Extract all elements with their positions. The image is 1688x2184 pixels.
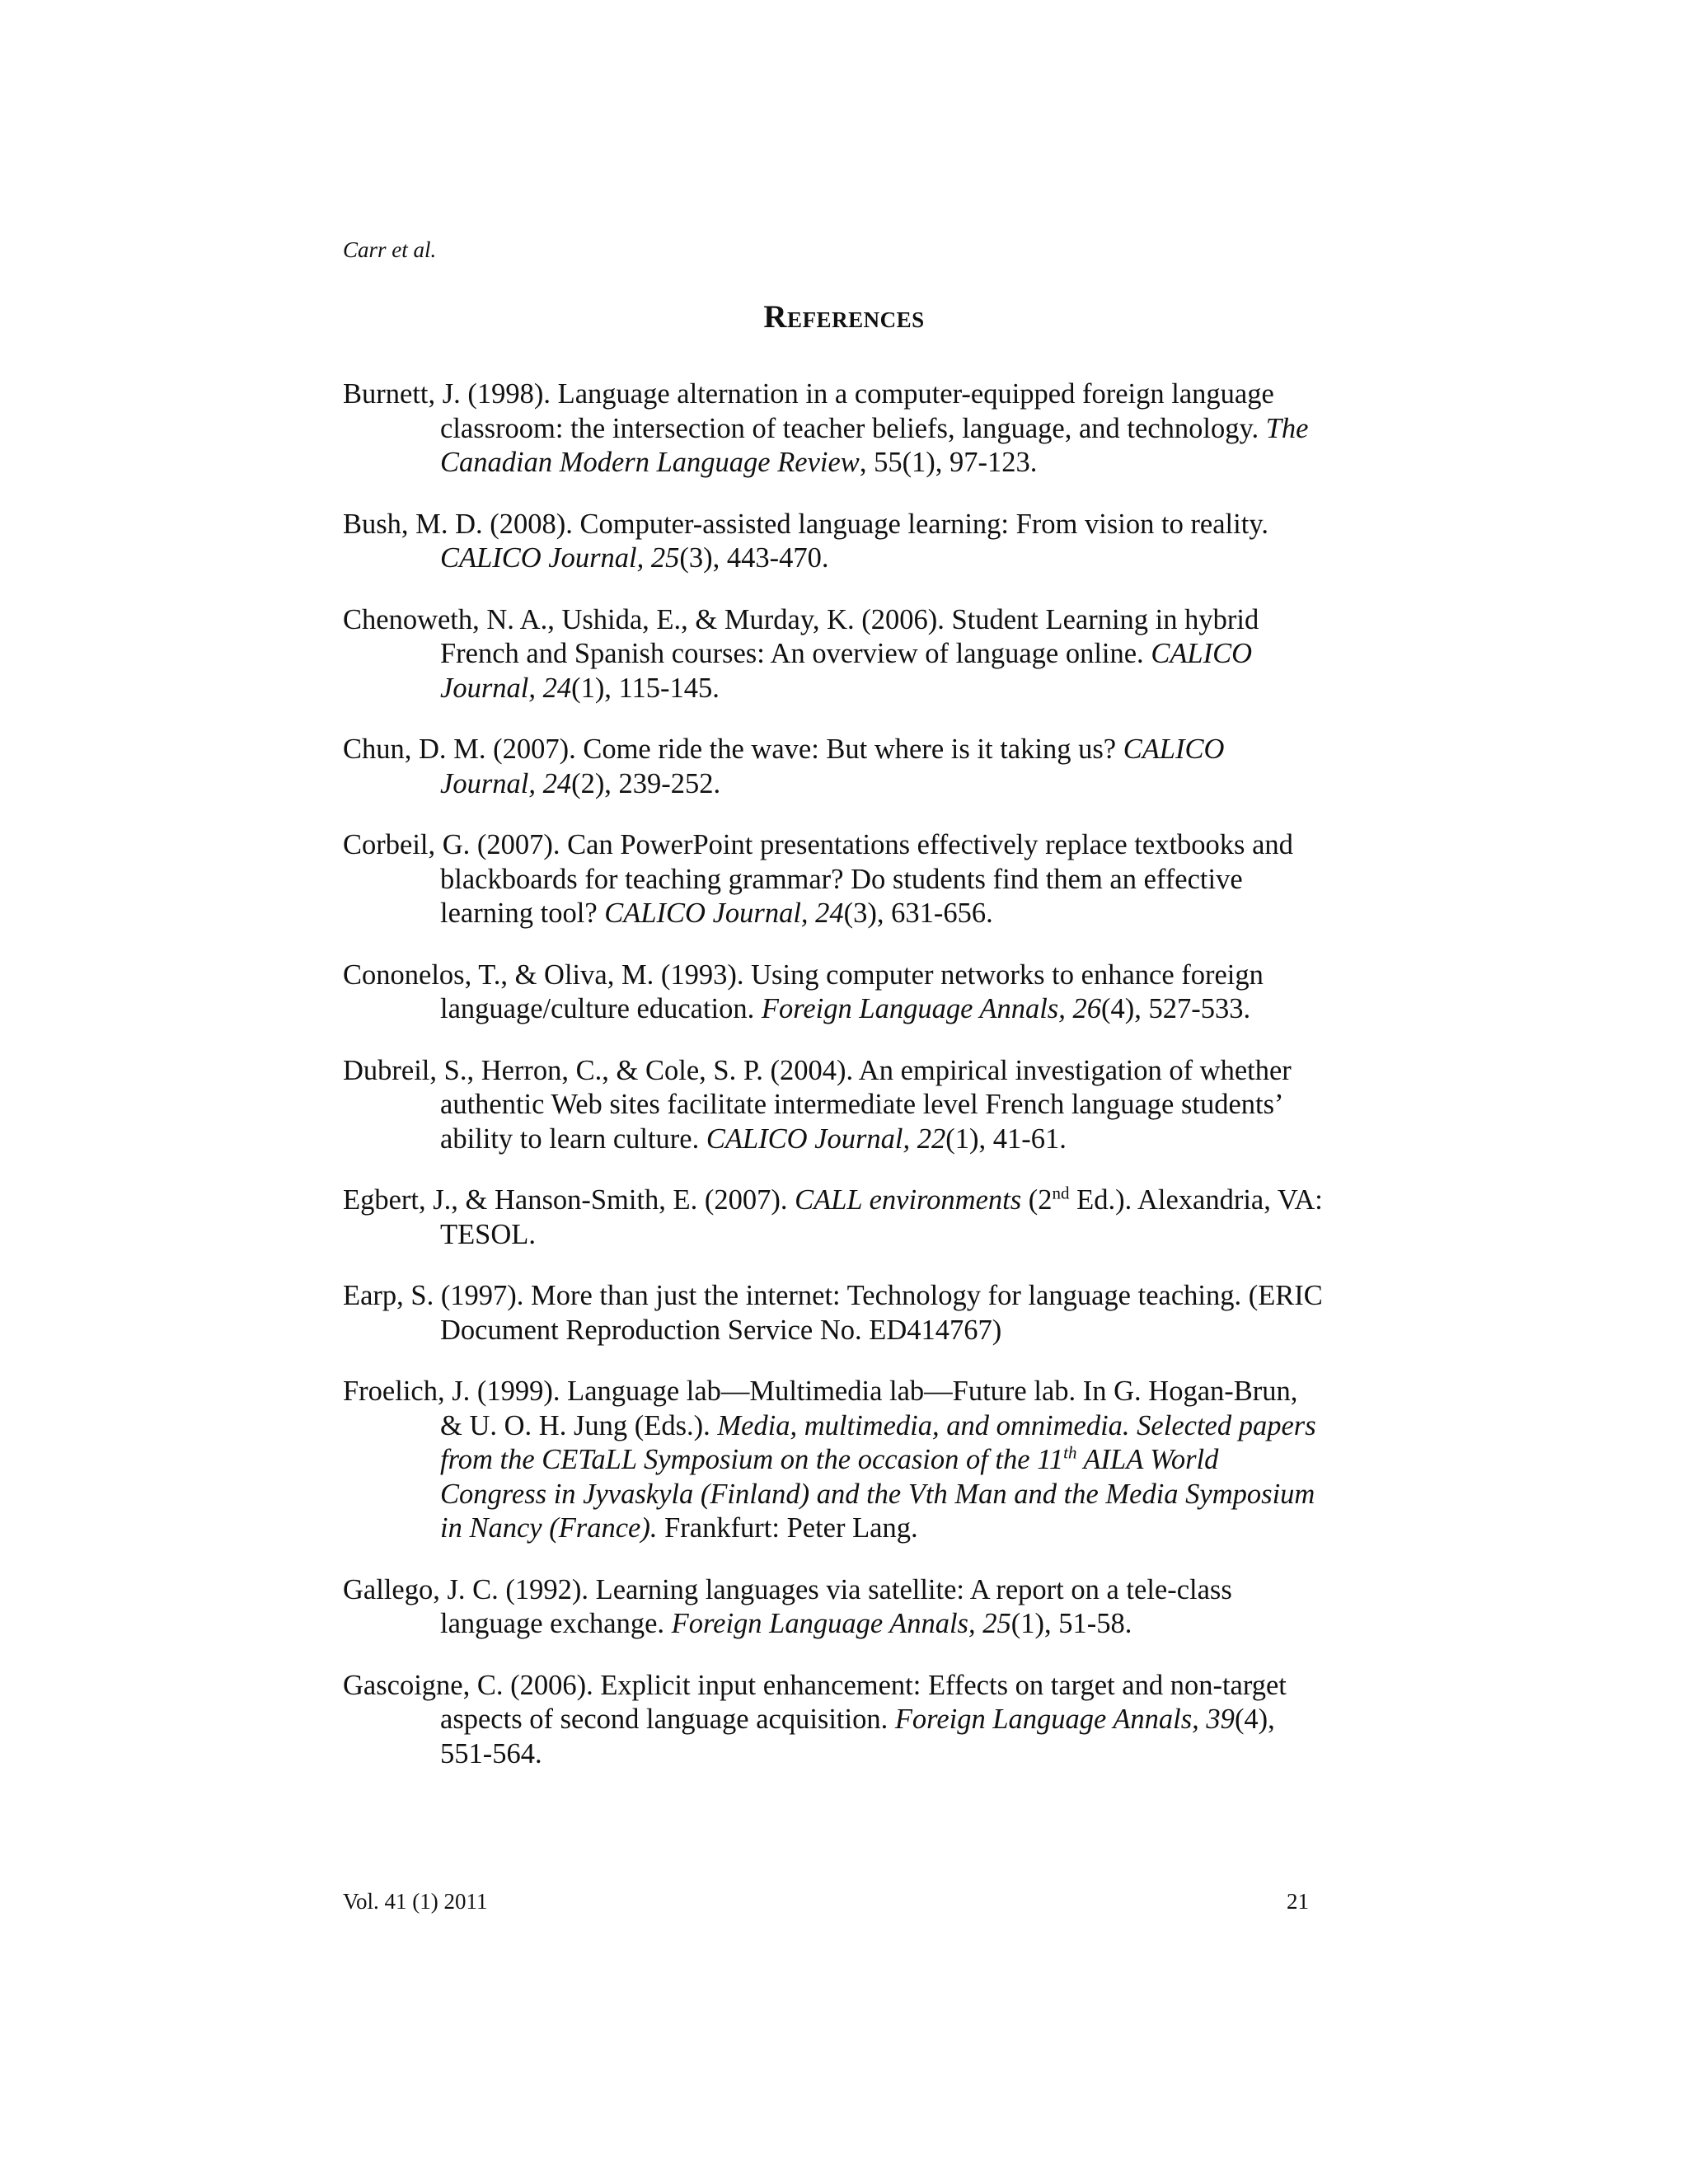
footer-volume: Vol. 41 (1) 2011 xyxy=(343,1889,488,1914)
reference-text: (3), 443-470. xyxy=(679,542,829,574)
reference-entry xyxy=(343,603,1324,706)
reference-italic-text: Foreign Language Annals, 26 xyxy=(761,993,1101,1024)
reference-text: Frankfurt: Peter Lang. xyxy=(657,1512,918,1544)
reference-entry xyxy=(343,508,1324,576)
reference-entry xyxy=(343,1279,1324,1347)
reference-italic-text: Media, multimedia, and omnimedia. Selected papers from the CETaLL Symposium on the occasion of the 11 xyxy=(440,1409,1316,1475)
reference-entry xyxy=(343,1573,1324,1642)
reference-text: Corbeil, G. (2007). Can PowerPoint presentations effectively replace textbooks and blackboards for teaching grammar? Do students find them an effective learning tool? xyxy=(343,829,1293,929)
page-title: References xyxy=(763,299,925,335)
reference-entry xyxy=(343,1669,1324,1772)
reference-text: (1), 115-145. xyxy=(571,672,720,704)
reference-entry xyxy=(343,1054,1324,1157)
reference-italic-text: Foreign Language Annals, 25 xyxy=(671,1608,1011,1639)
reference-text: , 55(1), 97-123. xyxy=(859,447,1038,478)
reference-italic-text: CALL environments xyxy=(795,1184,1022,1216)
reference-text: Egbert, J., & Hanson-Smith, E. (2007). xyxy=(343,1184,795,1216)
reference-italic-text: CALICO Journal, 24 xyxy=(440,638,1252,704)
reference-text: Earp, S. (1997). More than just the internet: Technology for language teaching. (ERIC Document Reproduction Service No. ED414767) xyxy=(343,1280,1323,1346)
reference-italic-text: CALICO Journal, 24 xyxy=(604,898,844,929)
reference-text: Burnett, J. (1998). Language alternation in a computer-equipped foreign language classroom: the intersection of teacher beliefs, language, and technology. xyxy=(343,378,1274,444)
reference-entry xyxy=(343,377,1324,480)
reference-entry xyxy=(343,1183,1324,1252)
reference-text: Gascoigne, C. (2006). Explicit input enhancement: Effects on target and non-target aspects of second language acquisition. xyxy=(343,1669,1287,1735)
reference-entry xyxy=(343,958,1324,1027)
reference-text: (4), 527-533. xyxy=(1100,993,1251,1024)
reference-italic-text: AILA World Congress in Jyvaskyla (Finland) and the Vth Man and the Media Symposium in Nancy (France). xyxy=(440,1444,1315,1544)
reference-text: Ed.). Alexandria, VA: TESOL. xyxy=(440,1184,1323,1250)
reference-italic-text: th xyxy=(1063,1442,1077,1463)
reference-text: Gallego, J. C. (1992). Learning languages via satellite: A report on a tele-class language exchange. xyxy=(343,1573,1232,1639)
reference-text: (2 xyxy=(1021,1184,1053,1216)
reference-entry xyxy=(343,828,1324,931)
reference-text: (3), 631-656. xyxy=(843,898,993,929)
reference-text: Chenoweth, N. A., Ushida, E., & Murday, K. (2006). Student Learning in hybrid French and Spanish courses: An overview of language online. xyxy=(343,603,1259,669)
reference-text: (4), 551-564. xyxy=(440,1704,1275,1769)
reference-entry xyxy=(343,1375,1324,1546)
reference-italic-text: CALICO Journal, 24 xyxy=(440,733,1225,799)
reference-italic-text: CALICO Journal, 22 xyxy=(706,1122,946,1155)
reference-text: Cononelos, T., & Oliva, M. (1993). Using computer networks to enhance foreign language/culture education. xyxy=(343,958,1264,1024)
reference-italic-text: CALICO Journal, 25 xyxy=(440,542,680,574)
reference-italic-text: The Canadian Modern Language Review xyxy=(440,412,1309,478)
page-number: 21 xyxy=(1287,1889,1309,1914)
reference-entry xyxy=(343,733,1324,801)
reference-text: Bush, M. D. (2008). Computer-assisted language learning: From vision to reality. xyxy=(343,508,1268,540)
reference-text: (2), 239-252. xyxy=(571,767,721,799)
reference-list xyxy=(343,377,1324,1798)
reference-text: nd xyxy=(1052,1183,1070,1203)
reference-text: Dubreil, S., Herron, C., & Cole, S. P. (2004). An empirical investigation of whether authentic Web sites facilitate intermediate level French language students’ ability to learn culture. xyxy=(343,1054,1292,1155)
running-head: Carr et al. xyxy=(343,237,437,262)
reference-text: Froelich, J. (1999). Language lab—Multimedia lab—Future lab. In G. Hogan-Brun, & U. O. H. Jung (Eds.). xyxy=(343,1376,1298,1441)
reference-italic-text: Foreign Language Annals, 39 xyxy=(894,1704,1235,1735)
reference-text: Chun, D. M. (2007). Come ride the wave: But where is it taking us? xyxy=(343,733,1123,765)
reference-text: (1), 51-58. xyxy=(1010,1608,1132,1639)
reference-text: (1), 41-61. xyxy=(945,1122,1067,1155)
